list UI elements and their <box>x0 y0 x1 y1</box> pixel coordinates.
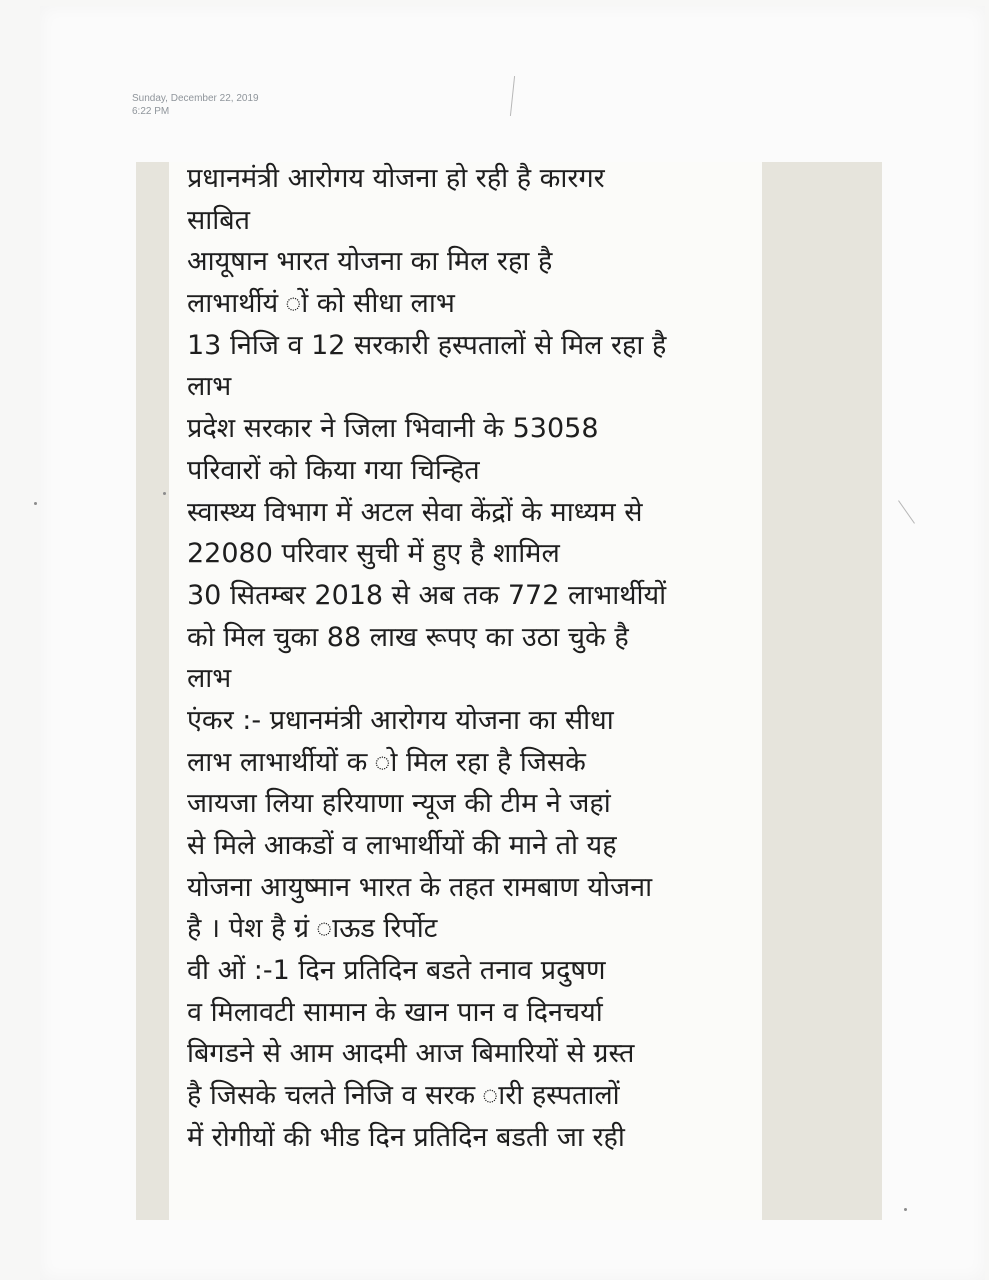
message-line: प्रदेश सरकार ने जिला भिवानी के 53058 <box>187 413 599 445</box>
message-line: 30 सितम्बर 2018 से अब तक 772 लाभार्थीयों <box>187 579 667 611</box>
message-card <box>169 162 762 1220</box>
message-line: जायजा लिया हरियाणा न्यूज की टीम ने जहां <box>187 788 611 820</box>
note-time: 6:22 PM <box>132 106 170 117</box>
message-line: है जिसके चलते निजि व सरक ारी हस्पतालों <box>187 1080 620 1112</box>
scan-speck <box>163 492 166 495</box>
message-line: है । पेश है ग्रं ाऊड रिर्पोट <box>187 913 438 945</box>
message-line: 13 निजि व 12 सरकारी हस्पतालों से मिल रहा है <box>187 329 667 361</box>
message-line: लाभ लाभार्थीयों क ो मिल रहा है जिसके <box>187 746 586 778</box>
scan-speck <box>34 502 37 505</box>
message-line: वी ओं :-1 दिन प्रतिदिन बडते तनाव प्रदुषण <box>187 955 606 987</box>
message-line: साबित <box>187 204 251 236</box>
message-line: बिगडने से आम आदमी आज बिमारियों से ग्रस्त <box>187 1038 635 1070</box>
message-body <box>187 162 762 1159</box>
message-line: लाभ <box>187 371 232 403</box>
pasted-screenshot <box>136 162 882 1220</box>
note-timestamp <box>132 92 259 118</box>
message-line: स्वास्थ्य विभाग में अटल सेवा केंद्रों के माध्यम से <box>187 496 643 528</box>
message-line: प्रधानमंत्री आरोगय योजना हो रही है कारगर <box>187 163 605 194</box>
note-date: Sunday, December 22, 2019 <box>132 93 259 104</box>
message-line: योजना आयुष्मान भारत के तहत रामबाण योजना <box>187 871 653 903</box>
message-line: व मिलावटी सामान के खान पान व दिनचर्या <box>187 996 603 1028</box>
message-line: में रोगीयों की भीड दिन प्रतिदिन बडती जा रही <box>187 1121 625 1153</box>
message-line: को मिल चुका 88 लाख रूपए का उठा चुके है <box>187 621 629 653</box>
message-line: लाभार्थीयं ों को सीधा लाभ <box>187 288 455 320</box>
scan-speck <box>904 1208 907 1211</box>
message-line: एंकर :- प्रधानमंत्री आरोगय योजना का सीधा <box>187 704 614 736</box>
message-line: 22080 परिवार सुची में हुए है शामिल <box>187 538 560 570</box>
message-line: लाभ <box>187 663 232 695</box>
message-line: आयूषान भारत योजना का मिल रहा है <box>187 246 553 278</box>
message-line: परिवारों को किया गया चिन्हित <box>187 454 480 486</box>
message-line: से मिले आकडों व लाभार्थीयों की माने तो यह <box>187 830 617 861</box>
